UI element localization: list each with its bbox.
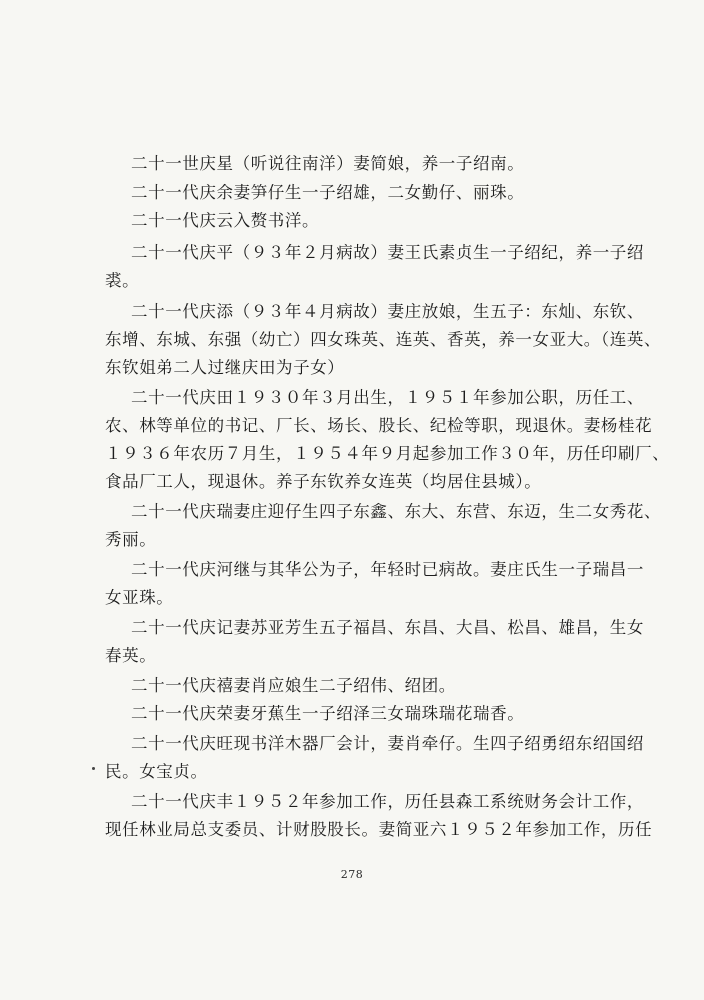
text-line: 二十一代庆平（９３年２月病故）妻王氏素贞生一子绍纪，养一子绍 xyxy=(131,243,644,262)
text-line: 秀丽。 xyxy=(105,530,157,549)
text-line: 二十一世庆星（听说往南洋）妻简娘，养一子绍南。 xyxy=(131,154,525,173)
text-line: 二十一代庆记妻苏亚芳生五子福昌、东昌、大昌、松昌、雄昌，生女 xyxy=(131,618,644,637)
page-number: 278 xyxy=(340,868,364,881)
text-line: 东钦姐弟二人过继庆田为子女） xyxy=(105,358,345,377)
text-line: 二十一代庆荣妻牙蕉生一子绍泽三女瑞珠瑞花瑞香。 xyxy=(131,704,525,723)
text-line: 二十一代庆田１９３０年３月出生，１９５１年参加公职，历任工、 xyxy=(131,388,644,407)
text-line: 二十一代庆河继与其华公为子，年轻时已病故。妻庄氏生一子瑞昌一 xyxy=(131,560,644,579)
text-line: 二十一代庆余妻笋仔生一子绍雄，二女勤仔、丽珠。 xyxy=(131,183,525,202)
scan-speck xyxy=(92,767,95,770)
text-line: 二十一代庆禧妻肖应娘生二子绍伟、绍团。 xyxy=(131,676,456,695)
text-line: 春英。 xyxy=(105,646,157,665)
text-line: 二十一代庆丰１９５２年参加工作，历任县森工系统财务会计工作， xyxy=(131,792,644,811)
text-line: 农、林等单位的书记、厂长、场长、股长、纪检等职，现退休。妻杨桂花 xyxy=(105,416,653,435)
text-line: 现任林业局总支委员、计财股股长。妻简亚六１９５２年参加工作，历任 xyxy=(105,820,653,839)
text-line: 二十一代庆添（９３年４月病故）妻庄放娘，生五子：东灿、东钦、 xyxy=(131,302,644,321)
text-line: 女亚珠。 xyxy=(105,588,174,607)
text-line: 食品厂工人，现退休。养子东钦养女连英（均居住县城）。 xyxy=(105,472,542,491)
text-line: 二十一代庆云入赘书洋。 xyxy=(131,211,320,230)
text-line: 二十一代庆瑞妻庄迎仔生四子东鑫、东大、东营、东迈，生二女秀花、 xyxy=(131,502,662,521)
text-line: 裘。 xyxy=(105,271,140,290)
text-line: １９３６年农历７月生，１９５４年９月起参加工作３０年，历任印刷厂、 xyxy=(105,444,670,463)
text-line: 东增、东城、东强（幼亡）四女珠英、连英、香英，养一女亚大。（连英、 xyxy=(105,330,662,349)
text-line: 二十一代庆旺现书洋木器厂会计，妻肖牵仔。生四子绍勇绍东绍国绍 xyxy=(131,734,644,753)
text-line: 民。女宝贞。 xyxy=(105,762,208,781)
